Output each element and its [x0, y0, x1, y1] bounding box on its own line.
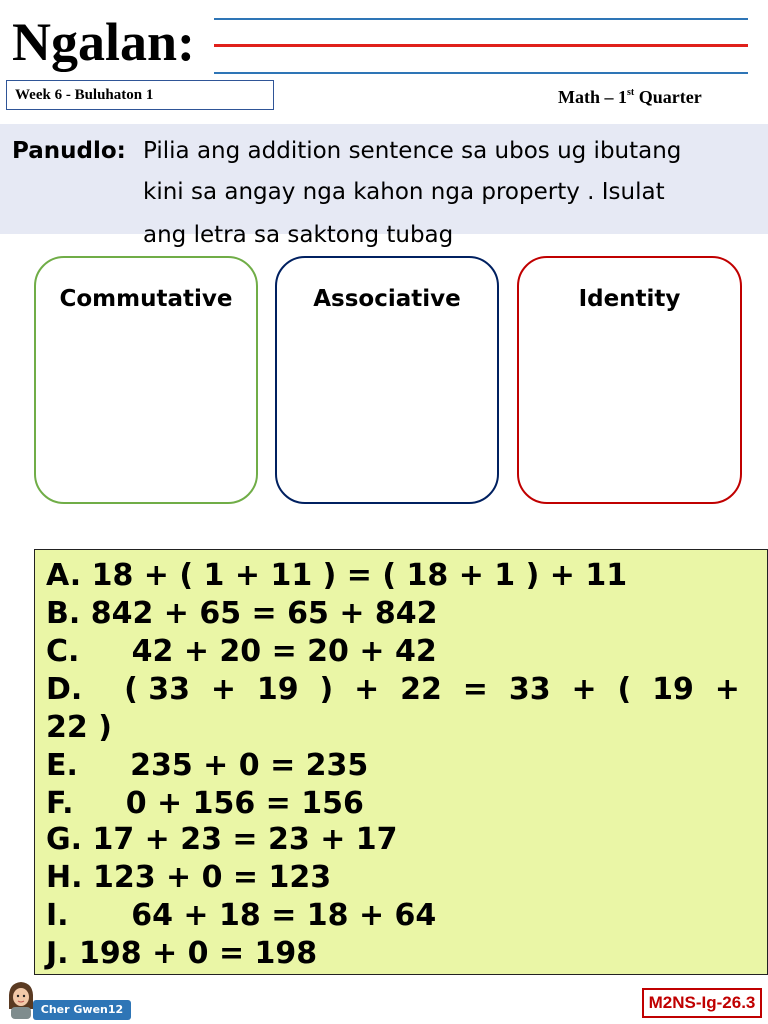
name-line-bottom	[214, 72, 748, 74]
item-f: F. 0 + 156 = 156	[46, 786, 364, 821]
item-d: D. ( 33 + 19 ) + 22 = 33 + ( 19 +	[46, 672, 740, 707]
competency-code: M2NS-Ig-26.3	[642, 988, 762, 1018]
commutative-box[interactable]	[34, 256, 258, 504]
item-a: A. 18 + ( 1 + 11 ) = ( 18 + 1 ) + 11	[46, 558, 628, 593]
item-d-continued: 22 )	[46, 710, 112, 745]
instructions-line-1: Pilia ang addition sentence sa ubos ug ibutang	[143, 138, 682, 164]
identity-box[interactable]	[517, 256, 742, 504]
instructions-label: Panudlo:	[12, 138, 126, 164]
item-c: C. 42 + 20 = 20 + 42	[46, 634, 437, 669]
instructions-line-2: kini sa angay nga kahon nga property . Isulat	[143, 179, 665, 205]
associative-title: Associative	[313, 286, 461, 312]
item-e: E. 235 + 0 = 235	[46, 748, 369, 783]
item-g: G. 17 + 23 = 23 + 17	[46, 822, 398, 857]
subject-prefix: Math – 1	[558, 87, 627, 107]
subject-suffix: Quarter	[634, 87, 702, 107]
week-label: Week 6 - Buluhaton 1	[6, 80, 274, 110]
author-badge: Cher Gwen12	[33, 1000, 131, 1020]
item-h: H. 123 + 0 = 123	[46, 860, 332, 895]
name-line-top	[214, 18, 748, 20]
item-j: J. 198 + 0 = 198	[46, 936, 318, 971]
name-label: Ngalan:	[12, 12, 196, 72]
subject-sup: st	[627, 87, 635, 98]
item-i: I. 64 + 18 = 18 + 64	[46, 898, 437, 933]
subject-quarter-label	[558, 80, 702, 110]
identity-title: Identity	[578, 286, 681, 312]
instructions-line-3: ang letra sa saktong tubag	[143, 222, 454, 248]
commutative-title: Commutative	[59, 286, 233, 312]
associative-box[interactable]	[275, 256, 499, 504]
name-line-middle[interactable]	[214, 44, 748, 47]
item-b: B. 842 + 65 = 65 + 842	[46, 596, 438, 631]
